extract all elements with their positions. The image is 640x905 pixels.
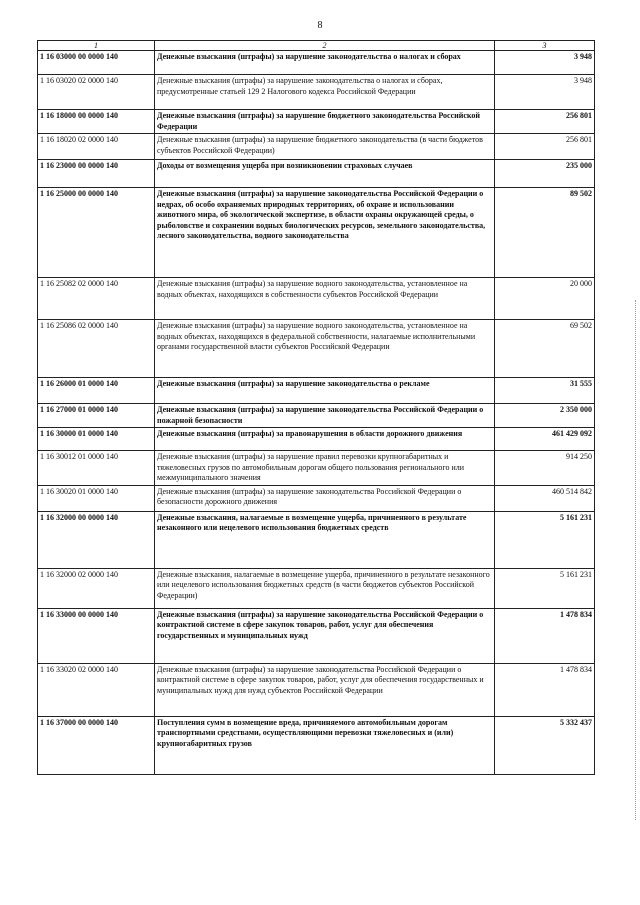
name-cell: Доходы от возмещения ущерба при возникновении страховых случаев	[155, 160, 495, 188]
name-cell: Поступления сумм в возмещение вреда, причиняемого автомобильным дорогам транспортными средствами, осуществляющими перевозки тяжеловесных и (или) крупногабаритных грузов	[155, 716, 495, 774]
code-cell: 1 16 32000 02 0000 140	[38, 568, 155, 608]
code-cell: 1 16 33000 00 0000 140	[38, 608, 155, 663]
name-cell: Денежные взыскания (штрафы) за нарушение водного законодательства, установленное на водных объектах, находящихся в собственности субъектов Российской Федерации	[155, 278, 495, 320]
code-cell: 1 16 30012 01 0000 140	[38, 451, 155, 486]
name-cell: Денежные взыскания (штрафы) за нарушение законодательства Российской Федерации о безопасности дорожного движения	[155, 485, 495, 511]
name-cell: Денежные взыскания (штрафы) за нарушение законодательства Российской Федерации о недрах, об особо охраняемых природных территориях, об охране и использовании животного мира, об экологической экспертизе, в области охраны окружающей среды, о рыболовстве и сохранении водных биологических ресурсов, земельного законодательства, лесного законодательства, водного законодательства	[155, 188, 495, 278]
table-row	[38, 320, 595, 378]
table-row	[38, 511, 595, 568]
code-cell: 1 16 25086 02 0000 140	[38, 320, 155, 378]
header-col-3: 3	[495, 41, 595, 51]
code-cell: 1 16 23000 00 0000 140	[38, 160, 155, 188]
amount-cell: 460 514 842	[495, 485, 595, 511]
name-cell: Денежные взыскания (штрафы) за нарушение законодательства о налогах и сборах, предусмотренные статьей 129 2 Налогового кодекса Российской Федерации	[155, 75, 495, 110]
code-cell: 1 16 27000 01 0000 140	[38, 404, 155, 428]
amount-cell: 461 429 092	[495, 428, 595, 451]
amount-cell: 2 350 000	[495, 404, 595, 428]
amount-cell: 256 801	[495, 134, 595, 160]
table-row	[38, 75, 595, 110]
amount-cell: 5 332 437	[495, 716, 595, 774]
name-cell: Денежные взыскания, налагаемые в возмещение ущерба, причиненного в результате незаконного или нецелевого использования бюджетных средств	[155, 511, 495, 568]
table-row	[38, 188, 595, 278]
code-cell: 1 16 30020 01 0000 140	[38, 485, 155, 511]
code-cell: 1 16 25082 02 0000 140	[38, 278, 155, 320]
name-cell: Денежные взыскания (штрафы) за нарушение законодательства о рекламе	[155, 378, 495, 404]
amount-cell: 89 502	[495, 188, 595, 278]
amount-cell: 235 000	[495, 160, 595, 188]
code-cell: 1 16 18000 00 0000 140	[38, 110, 155, 134]
amount-cell: 69 502	[495, 320, 595, 378]
name-cell: Денежные взыскания (штрафы) за нарушение законодательства Российской Федерации о пожарной безопасности	[155, 404, 495, 428]
code-cell: 1 16 03020 02 0000 140	[38, 75, 155, 110]
code-cell: 1 16 25000 00 0000 140	[38, 188, 155, 278]
header-col-2: 2	[155, 41, 495, 51]
table-row	[38, 134, 595, 160]
name-cell: Денежные взыскания (штрафы) за нарушение законодательства Российской Федерации о контрактной системе в сфере закупок товаров, работ, услуг для обеспечения государственных и муниципальных нужд	[155, 608, 495, 663]
table-row	[38, 485, 595, 511]
table-row	[38, 404, 595, 428]
amount-cell: 914 250	[495, 451, 595, 486]
table-row	[38, 608, 595, 663]
table-row	[38, 378, 595, 404]
name-cell: Денежные взыскания (штрафы) за нарушение законодательства Российской Федерации о контрактной системе в сфере закупок товаров, работ, услуг для обеспечения государственных и муниципальных нужд для нужд субъектов Российской Федерации	[155, 663, 495, 716]
table-row	[38, 428, 595, 451]
table-row	[38, 51, 595, 75]
amount-cell: 3 948	[495, 51, 595, 75]
table-header-row	[38, 41, 595, 51]
table-row	[38, 278, 595, 320]
code-cell: 1 16 30000 01 0000 140	[38, 428, 155, 451]
code-cell: 1 16 26000 01 0000 140	[38, 378, 155, 404]
code-cell: 1 16 03000 00 0000 140	[38, 51, 155, 75]
table-row	[38, 160, 595, 188]
name-cell: Денежные взыскания (штрафы) за нарушение правил перевозки крупногабаритных и тяжеловесных грузов по автомобильным дорогам общего пользования регионального или межмуниципального значения	[155, 451, 495, 486]
name-cell: Денежные взыскания (штрафы) за нарушение водного законодательства, установленное на водных объектах, находящихся в федеральной собственности, налагаемые исполнительными органами государственной власти субъектов Российской Федерации	[155, 320, 495, 378]
name-cell: Денежные взыскания, налагаемые в возмещение ущерба, причиненного в результате незаконного или нецелевого использования бюджетных средств (в части бюджетов субъектов Российской Федерации)	[155, 568, 495, 608]
table-row	[38, 663, 595, 716]
table-row	[38, 716, 595, 774]
amount-cell: 256 801	[495, 110, 595, 134]
name-cell: Денежные взыскания (штрафы) за нарушение бюджетного законодательства (в части бюджетов субъектов Российской Федерации)	[155, 134, 495, 160]
table-row	[38, 110, 595, 134]
amount-cell: 3 948	[495, 75, 595, 110]
amount-cell: 20 000	[495, 278, 595, 320]
code-cell: 1 16 37000 00 0000 140	[38, 716, 155, 774]
name-cell: Денежные взыскания (штрафы) за нарушение бюджетного законодательства Российской Федерации	[155, 110, 495, 134]
code-cell: 1 16 32000 00 0000 140	[38, 511, 155, 568]
amount-cell: 5 161 231	[495, 511, 595, 568]
header-col-1: 1	[38, 41, 155, 51]
amount-cell: 31 555	[495, 378, 595, 404]
name-cell: Денежные взыскания (штрафы) за нарушение законодательства о налогах и сборах	[155, 51, 495, 75]
table-row	[38, 568, 595, 608]
code-cell: 1 16 33020 02 0000 140	[38, 663, 155, 716]
amount-cell: 5 161 231	[495, 568, 595, 608]
amount-cell: 1 478 834	[495, 663, 595, 716]
code-cell: 1 16 18020 02 0000 140	[38, 134, 155, 160]
scan-margin-line	[635, 300, 636, 820]
revenue-table	[37, 40, 595, 775]
table-row	[38, 451, 595, 486]
amount-cell: 1 478 834	[495, 608, 595, 663]
page-number: 8	[317, 20, 323, 31]
name-cell: Денежные взыскания (штрафы) за правонарушения в области дорожного движения	[155, 428, 495, 451]
table-body	[38, 51, 595, 775]
